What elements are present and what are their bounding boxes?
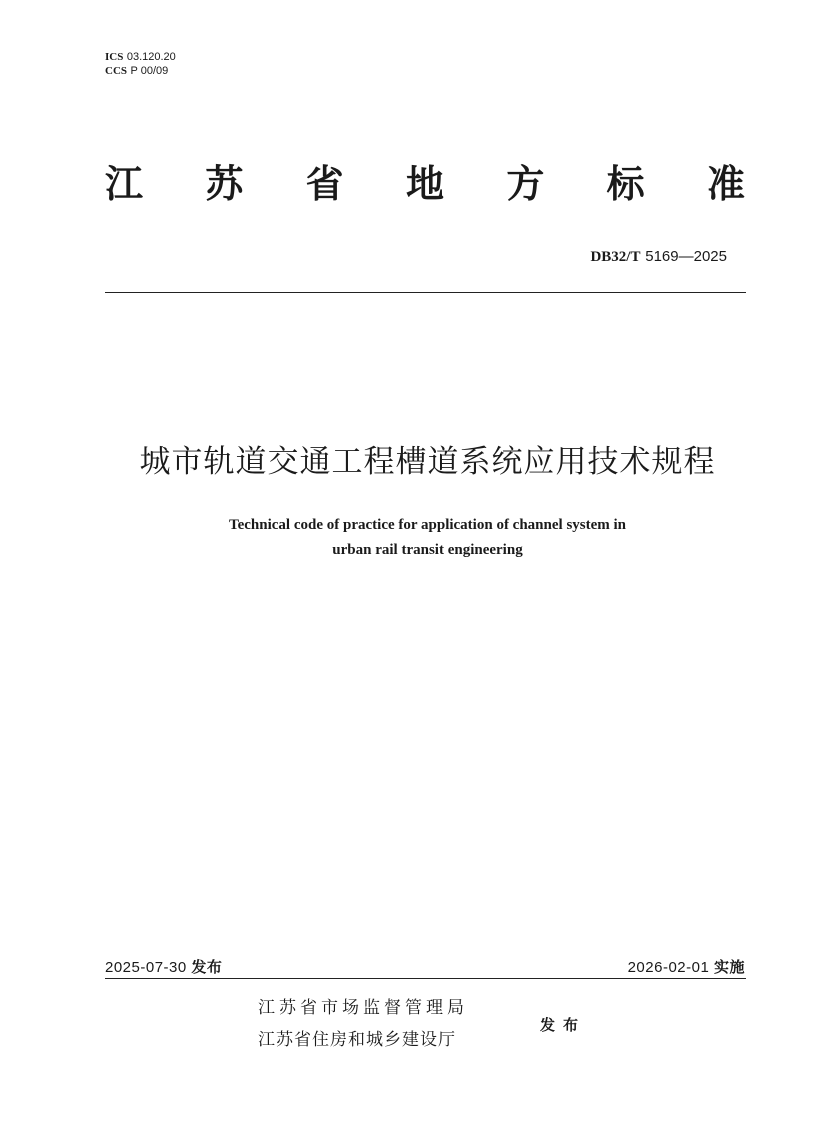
implement-date (628, 957, 745, 978)
top-divider (105, 292, 746, 293)
issuer-market-regulation: 江苏省市场监督管理局 (258, 998, 468, 1018)
ics-value: 03.120.20 (126, 51, 176, 63)
classification-codes (105, 50, 176, 78)
header-char: 方 (506, 162, 545, 206)
document-title-en-line-2: urban rail transit engineering (332, 542, 523, 558)
implement-date-value: 2026-02-01 (627, 959, 710, 976)
issuer-housing-construction: 江苏省住房和城乡建设厅 (258, 1030, 456, 1050)
document-title-en (60, 513, 795, 563)
issuing-authorities (258, 992, 468, 1056)
standard-category-title (105, 160, 745, 208)
ccs-label: CCS (105, 65, 128, 77)
publish-date-value: 2025-07-30 (105, 959, 187, 976)
ccs-code (105, 64, 176, 78)
ccs-value: P 00/09 (130, 65, 169, 77)
standard-number-prefix: DB32/T (590, 249, 641, 265)
document-title-zh: 城市轨道交通工程槽道系统应用技术规程 (139, 444, 716, 480)
header-char: 省 (305, 162, 344, 206)
implement-date-suffix: 实施 (713, 958, 745, 976)
header-char: 准 (706, 162, 745, 206)
standard-number (590, 246, 727, 267)
header-char: 江 (105, 162, 144, 206)
document-title-en-line-1: Technical code of practice for application of channel system in (228, 517, 627, 533)
header-char: 苏 (205, 162, 244, 206)
publish-date (105, 957, 222, 978)
ics-code (105, 50, 176, 64)
bottom-divider (105, 978, 746, 979)
publish-date-suffix: 发布 (191, 958, 223, 976)
header-char: 地 (405, 162, 444, 206)
header-char: 标 (606, 162, 645, 206)
publish-label: 发布 (540, 1016, 587, 1034)
ics-label: ICS (105, 51, 124, 63)
standard-number-value: 5169—2025 (645, 248, 727, 265)
